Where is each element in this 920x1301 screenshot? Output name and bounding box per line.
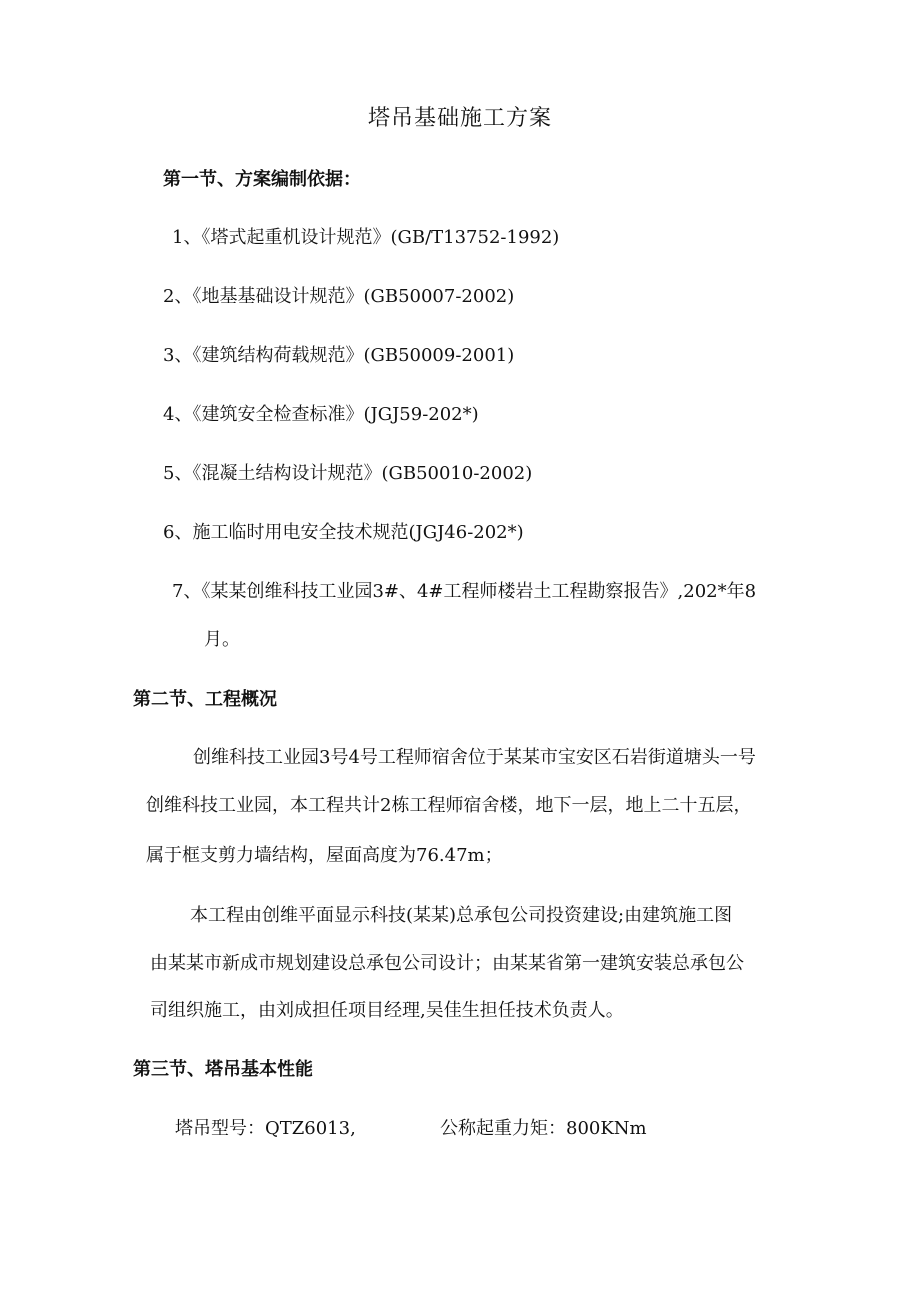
section-1-heading: 第一节、方案编制依据：	[163, 169, 361, 190]
basis-item-4: 4、《建筑安全检查标准》(JGJ59-202*)	[163, 404, 479, 425]
rated-lifting-moment: 公称起重力矩：800KNm	[440, 1118, 647, 1139]
overview-p2-line-1: 本工程由创维平面显示科技(某某)总承包公司投资建设;由建筑施工图	[190, 905, 733, 926]
basis-item-3: 3、《建筑结构荷载规范》(GB50009-2001)	[163, 345, 515, 366]
basis-item-6: 6、施工临时用电安全技术规范(JGJ46-202*)	[163, 522, 524, 543]
overview-p1-line-3: 属于框支剪力墙结构，屋面高度为76.47m；	[146, 845, 503, 866]
crane-model: 塔吊型号：QTZ6013,	[175, 1118, 356, 1139]
basis-item-1: 1、《塔式起重机设计规范》(GB/T13752-1992)	[172, 227, 560, 248]
overview-p1-line-2: 创维科技工业园，本工程共计2栋工程师宿舍楼，地下一层，地上二十五层，	[146, 795, 752, 816]
section-2-heading: 第二节、工程概况	[133, 689, 277, 710]
document-title: 塔吊基础施工方案	[367, 106, 552, 131]
basis-item-5: 5、《混凝土结构设计规范》(GB50010-2002)	[163, 463, 533, 484]
basis-item-7: 7、《某某创维科技工业园3#、4#工程师楼岩土工程勘察报告》,202*年8	[172, 581, 757, 602]
section-3-heading: 第三节、塔吊基本性能	[133, 1059, 313, 1080]
basis-item-7-continuation: 月。	[204, 629, 240, 650]
basis-item-2: 2、《地基基础设计规范》(GB50007-2002)	[163, 286, 515, 307]
overview-p1-line-1: 创维科技工业园3号4号工程师宿舍位于某某市宝安区石岩街道塘头一号	[193, 747, 756, 768]
overview-p2-line-3: 司组织施工，由刘成担任项目经理,吴佳生担任技术负责人。	[150, 1000, 624, 1021]
overview-p2-line-2: 由某某市新成市规划建设总承包公司设计；由某某省第一建筑安装总承包公	[150, 953, 744, 974]
